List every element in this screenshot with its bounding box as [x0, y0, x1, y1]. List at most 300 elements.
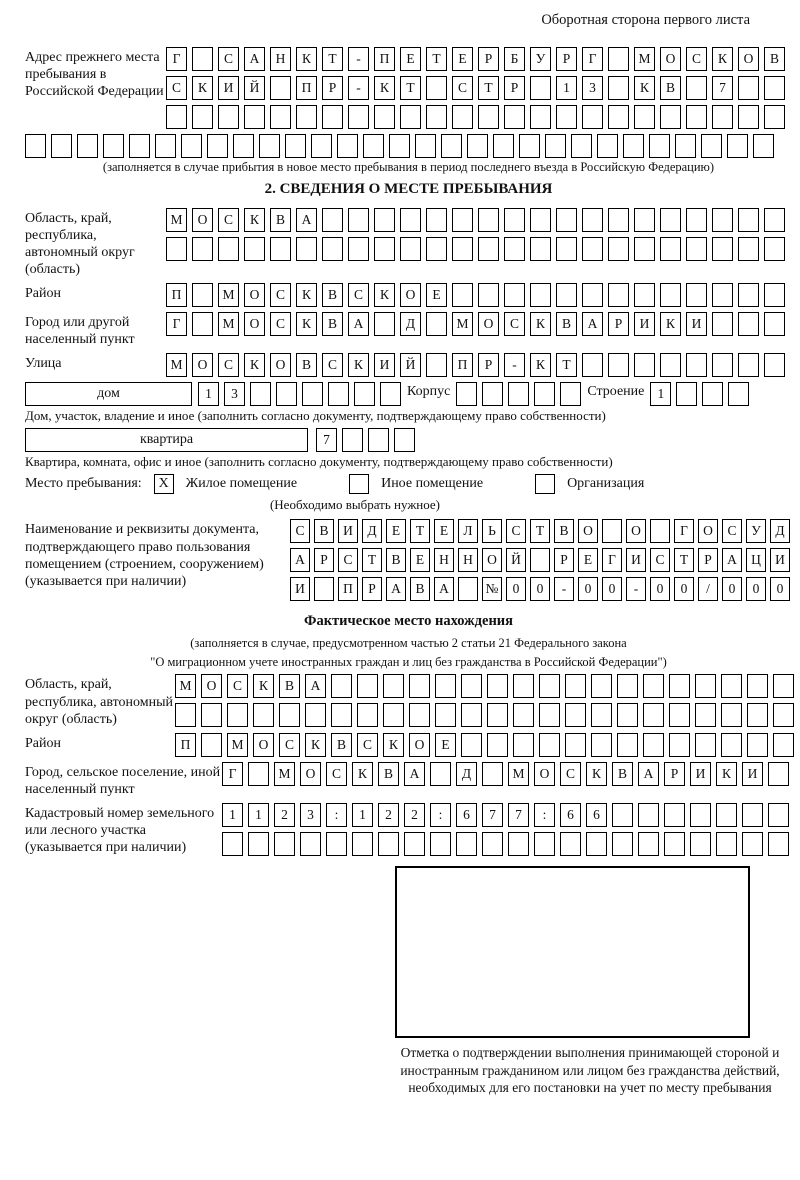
apartment-type-box: квартира — [25, 428, 308, 452]
char-cell: И — [218, 76, 239, 100]
char-cell — [504, 283, 525, 307]
char-cell: Г — [166, 312, 187, 336]
char-cell — [504, 105, 525, 129]
char-cell — [326, 832, 347, 856]
char-cell: К — [383, 733, 404, 757]
char-cell: Р — [698, 548, 718, 572]
char-cell: 0 — [650, 577, 670, 601]
char-cell — [660, 353, 681, 377]
char-cell: В — [386, 548, 406, 572]
actual-region-block — [25, 674, 792, 727]
char-cell: С — [348, 283, 369, 307]
char-cell: Р — [664, 762, 685, 786]
char-cell — [482, 382, 503, 406]
char-cell: Ь — [482, 519, 502, 543]
char-cell: О — [270, 353, 291, 377]
char-cell: Е — [435, 733, 456, 757]
char-cell: И — [338, 519, 358, 543]
char-cell: 7 — [712, 76, 733, 100]
char-cell — [702, 382, 723, 406]
char-cell — [380, 382, 401, 406]
char-cell: О — [482, 548, 502, 572]
char-cell — [192, 237, 213, 261]
char-cell — [582, 237, 603, 261]
char-cell — [695, 703, 716, 727]
char-cell — [764, 237, 785, 261]
char-cell — [348, 237, 369, 261]
char-cell: - — [348, 76, 369, 100]
char-cell: А — [434, 577, 454, 601]
char-cell: Д — [456, 762, 477, 786]
char-cell: В — [554, 519, 574, 543]
char-cell: Е — [434, 519, 454, 543]
char-cell — [686, 105, 707, 129]
char-cell: Т — [410, 519, 430, 543]
char-cell — [493, 134, 514, 158]
char-cell — [591, 674, 612, 698]
char-cell: - — [554, 577, 574, 601]
char-cell — [664, 832, 685, 856]
char-cell — [747, 674, 768, 698]
char-cell — [192, 312, 213, 336]
korpus-label: Корпус — [407, 384, 451, 400]
prev-address-row-2 — [166, 76, 785, 100]
char-cell — [374, 237, 395, 261]
char-cell — [669, 703, 690, 727]
prev-address-row-1 — [166, 47, 785, 71]
prev-address-label: Адрес прежнего места пребывания в Российской Федерации — [25, 50, 164, 100]
char-cell: А — [296, 208, 317, 232]
char-cell: Т — [674, 548, 694, 572]
char-cell: С — [506, 519, 526, 543]
char-cell — [181, 134, 202, 158]
char-cell: 0 — [602, 577, 622, 601]
char-cell — [244, 237, 265, 261]
char-cell: С — [218, 47, 239, 71]
char-cell — [274, 832, 295, 856]
char-cell — [51, 134, 72, 158]
char-cell: К — [352, 762, 373, 786]
char-cell — [738, 76, 759, 100]
char-cell: Т — [322, 47, 343, 71]
char-cell: И — [686, 312, 707, 336]
prev-address-block — [25, 47, 792, 129]
char-cell: О — [201, 674, 222, 698]
char-cell — [426, 76, 447, 100]
char-cell — [456, 382, 477, 406]
char-cell: О — [578, 519, 598, 543]
char-cell — [669, 733, 690, 757]
char-cell: Т — [478, 76, 499, 100]
char-cell — [721, 674, 742, 698]
char-cell — [643, 674, 664, 698]
char-cell — [727, 134, 748, 158]
char-cell — [712, 283, 733, 307]
char-cell: : — [326, 803, 347, 827]
char-cell — [508, 832, 529, 856]
option-other-premises-label: Иное помещение — [381, 476, 484, 492]
char-cell — [435, 674, 456, 698]
char-cell: О — [626, 519, 646, 543]
page-header-note: Оборотная сторона первого листа — [541, 12, 750, 28]
char-cell — [597, 134, 618, 158]
actual-region-row-2 — [175, 703, 794, 727]
char-cell: К — [530, 353, 551, 377]
char-cell: К — [634, 76, 655, 100]
cadastral-label: Кадастровый номер земельного или лесного участка (указывается при наличии) — [25, 805, 215, 856]
char-cell — [617, 703, 638, 727]
char-cell: К — [586, 762, 607, 786]
char-cell: 0 — [674, 577, 694, 601]
char-cell — [374, 312, 395, 336]
char-cell — [721, 703, 742, 727]
char-cell: У — [530, 47, 551, 71]
region-label: Область, край, республика, автономный округ (область) — [25, 211, 135, 278]
char-cell — [608, 47, 629, 71]
char-cell — [582, 283, 603, 307]
char-cell: В — [296, 353, 317, 377]
char-cell — [441, 134, 462, 158]
char-cell — [623, 134, 644, 158]
char-cell — [764, 353, 785, 377]
char-cell — [513, 703, 534, 727]
char-cell: Т — [530, 519, 550, 543]
char-cell — [712, 105, 733, 129]
char-cell: А — [290, 548, 310, 572]
prev-address-row-3 — [166, 105, 785, 129]
char-cell: П — [175, 733, 196, 757]
char-cell — [504, 237, 525, 261]
char-cell — [311, 134, 332, 158]
cadastral-rows — [222, 803, 789, 856]
char-cell: О — [192, 353, 213, 377]
char-cell — [322, 105, 343, 129]
char-cell — [328, 382, 349, 406]
region-rows — [166, 208, 785, 261]
char-cell: С — [357, 733, 378, 757]
actual-city-block — [25, 762, 792, 798]
char-cell — [322, 208, 343, 232]
char-cell — [690, 832, 711, 856]
char-cell: Р — [554, 548, 574, 572]
char-cell — [768, 803, 789, 827]
char-cell — [456, 832, 477, 856]
char-cell — [534, 382, 555, 406]
prev-address-note: (заполняется в случае прибытия в новое место пребывания в период последнего въезда в Российскую Федерацию) — [102, 160, 715, 174]
char-cell — [617, 674, 638, 698]
korpus-cells — [456, 382, 581, 406]
house-row — [25, 382, 792, 406]
char-cell — [738, 105, 759, 129]
char-cell — [354, 382, 375, 406]
char-cell — [227, 703, 248, 727]
char-cell: К — [192, 76, 213, 100]
char-cell: М — [218, 312, 239, 336]
confirmation-mark-box — [395, 866, 750, 1038]
option-organization-label: Организация — [567, 476, 645, 492]
cadastral-row-1 — [222, 803, 789, 827]
prev-address-row-4 — [25, 134, 792, 158]
char-cell — [728, 382, 749, 406]
char-cell: К — [712, 47, 733, 71]
char-cell: К — [374, 283, 395, 307]
house-type-box: дом — [25, 382, 192, 406]
char-cell: М — [274, 762, 295, 786]
char-cell: П — [374, 47, 395, 71]
char-cell: С — [218, 208, 239, 232]
document-row-2 — [290, 548, 790, 572]
char-cell: В — [556, 312, 577, 336]
char-cell: Л — [458, 519, 478, 543]
char-cell — [253, 703, 274, 727]
char-cell: М — [227, 733, 248, 757]
char-cell — [768, 762, 789, 786]
char-cell: П — [338, 577, 358, 601]
char-cell — [342, 428, 363, 452]
char-cell — [638, 832, 659, 856]
char-cell: 1 — [248, 803, 269, 827]
char-cell: Н — [434, 548, 454, 572]
char-cell: Р — [478, 47, 499, 71]
street-block — [25, 353, 792, 377]
char-cell — [461, 674, 482, 698]
actual-region-row-1 — [175, 674, 794, 698]
char-cell: П — [166, 283, 187, 307]
district-row — [166, 283, 785, 307]
char-cell — [207, 134, 228, 158]
char-cell — [660, 105, 681, 129]
char-cell: 0 — [530, 577, 550, 601]
char-cell — [591, 703, 612, 727]
char-cell — [530, 105, 551, 129]
char-cell — [478, 208, 499, 232]
char-cell: 7 — [482, 803, 503, 827]
char-cell: 7 — [316, 428, 337, 452]
char-cell — [415, 134, 436, 158]
char-cell — [602, 519, 622, 543]
char-cell — [738, 312, 759, 336]
char-cell — [467, 134, 488, 158]
char-cell — [764, 283, 785, 307]
char-cell: 0 — [746, 577, 766, 601]
char-cell: Е — [578, 548, 598, 572]
char-cell — [175, 703, 196, 727]
char-cell: И — [690, 762, 711, 786]
actual-location-note-1: (заполняется в случае, предусмотренном частью 2 статьи 21 Федерального закона — [190, 636, 627, 651]
char-cell — [314, 577, 334, 601]
char-cell — [612, 803, 633, 827]
char-cell — [487, 674, 508, 698]
char-cell: 2 — [378, 803, 399, 827]
char-cell — [508, 382, 529, 406]
char-cell — [250, 382, 271, 406]
char-cell — [461, 733, 482, 757]
char-cell: О — [534, 762, 555, 786]
char-cell — [331, 703, 352, 727]
char-cell — [530, 237, 551, 261]
char-cell: М — [166, 208, 187, 232]
char-cell: - — [348, 47, 369, 71]
cadastral-block — [25, 803, 792, 856]
actual-district-row — [175, 733, 794, 757]
char-cell — [452, 105, 473, 129]
city-label: Город или другой населенный пункт — [25, 315, 135, 348]
char-cell — [634, 105, 655, 129]
char-cell: И — [634, 312, 655, 336]
char-cell: С — [686, 47, 707, 71]
char-cell: 1 — [222, 803, 243, 827]
char-cell — [296, 105, 317, 129]
char-cell: П — [296, 76, 317, 100]
document-rows — [290, 519, 790, 601]
actual-location-note-2: "О миграционном учете иностранных граждан и лиц без гражданства в Российской Федерации") — [150, 655, 667, 670]
char-cell — [764, 105, 785, 129]
char-cell — [452, 283, 473, 307]
char-cell: Е — [400, 47, 421, 71]
char-cell: С — [279, 733, 300, 757]
char-cell — [582, 105, 603, 129]
char-cell — [582, 353, 603, 377]
char-cell: 1 — [650, 382, 671, 406]
char-cell: С — [338, 548, 358, 572]
char-cell: М — [508, 762, 529, 786]
cadastral-row-2 — [222, 832, 789, 856]
char-cell: Й — [400, 353, 421, 377]
char-cell — [270, 105, 291, 129]
char-cell: С — [270, 283, 291, 307]
char-cell — [426, 208, 447, 232]
char-cell: С — [270, 312, 291, 336]
char-cell — [701, 134, 722, 158]
char-cell — [742, 803, 763, 827]
char-cell — [259, 134, 280, 158]
char-cell — [686, 76, 707, 100]
char-cell — [426, 105, 447, 129]
district-label: Район — [25, 286, 61, 302]
char-cell — [192, 105, 213, 129]
char-cell — [690, 803, 711, 827]
char-cell: К — [716, 762, 737, 786]
char-cell: Р — [314, 548, 334, 572]
char-cell — [738, 208, 759, 232]
city-block — [25, 312, 792, 348]
char-cell — [400, 237, 421, 261]
char-cell: 2 — [404, 803, 425, 827]
checkbox-organization — [535, 474, 555, 494]
char-cell — [686, 353, 707, 377]
char-cell: Г — [582, 47, 603, 71]
char-cell — [712, 208, 733, 232]
char-cell: И — [742, 762, 763, 786]
char-cell: К — [244, 208, 265, 232]
char-cell — [650, 519, 670, 543]
char-cell: К — [253, 674, 274, 698]
char-cell — [738, 353, 759, 377]
char-cell: А — [722, 548, 742, 572]
char-cell: С — [504, 312, 525, 336]
char-cell — [201, 703, 222, 727]
char-cell — [201, 733, 222, 757]
char-cell — [430, 832, 451, 856]
char-cell: И — [626, 548, 646, 572]
checkbox-other-premises — [349, 474, 369, 494]
actual-city-row — [222, 762, 789, 786]
char-cell: Д — [400, 312, 421, 336]
char-cell: Е — [452, 47, 473, 71]
char-cell: Р — [322, 76, 343, 100]
char-cell: О — [698, 519, 718, 543]
char-cell: К — [374, 76, 395, 100]
char-cell — [738, 283, 759, 307]
char-cell — [461, 703, 482, 727]
char-cell: / — [698, 577, 718, 601]
char-cell: И — [770, 548, 790, 572]
char-cell: Д — [770, 519, 790, 543]
char-cell: В — [314, 519, 334, 543]
region-row-2 — [166, 237, 785, 261]
char-cell — [426, 312, 447, 336]
char-cell — [530, 283, 551, 307]
char-cell: : — [534, 803, 555, 827]
char-cell — [374, 105, 395, 129]
document-row-1 — [290, 519, 790, 543]
char-cell — [747, 733, 768, 757]
char-cell — [556, 283, 577, 307]
char-cell — [556, 237, 577, 261]
char-cell: М — [452, 312, 473, 336]
street-label: Улица — [25, 356, 62, 372]
char-cell: - — [504, 353, 525, 377]
document-label: Наименование и реквизиты документа, подтверждающего право пользования помещением (строением, сооружением) (указывается при наличии) — [25, 522, 264, 589]
char-cell — [368, 428, 389, 452]
char-cell: 2 — [274, 803, 295, 827]
option-residential-label: Жилое помещение — [185, 476, 298, 492]
char-cell: М — [218, 283, 239, 307]
char-cell — [608, 76, 629, 100]
char-cell — [608, 105, 629, 129]
char-cell — [747, 703, 768, 727]
char-cell — [612, 832, 633, 856]
char-cell: - — [626, 577, 646, 601]
char-cell: М — [175, 674, 196, 698]
char-cell — [487, 733, 508, 757]
char-cell — [348, 208, 369, 232]
char-cell — [660, 237, 681, 261]
char-cell — [712, 312, 733, 336]
char-cell — [331, 674, 352, 698]
char-cell — [482, 762, 503, 786]
region-block — [25, 208, 792, 278]
char-cell: В — [322, 283, 343, 307]
char-cell — [539, 703, 560, 727]
char-cell: 6 — [586, 803, 607, 827]
char-cell — [400, 105, 421, 129]
char-cell — [608, 353, 629, 377]
char-cell — [25, 134, 46, 158]
char-cell — [77, 134, 98, 158]
char-cell: 0 — [506, 577, 526, 601]
char-cell: В — [270, 208, 291, 232]
char-cell: Т — [426, 47, 447, 71]
char-cell — [591, 733, 612, 757]
char-cell: В — [331, 733, 352, 757]
char-cell — [276, 382, 297, 406]
char-cell: Е — [386, 519, 406, 543]
char-cell: С — [326, 762, 347, 786]
char-cell — [504, 208, 525, 232]
actual-district-block — [25, 733, 792, 757]
char-cell: К — [244, 353, 265, 377]
